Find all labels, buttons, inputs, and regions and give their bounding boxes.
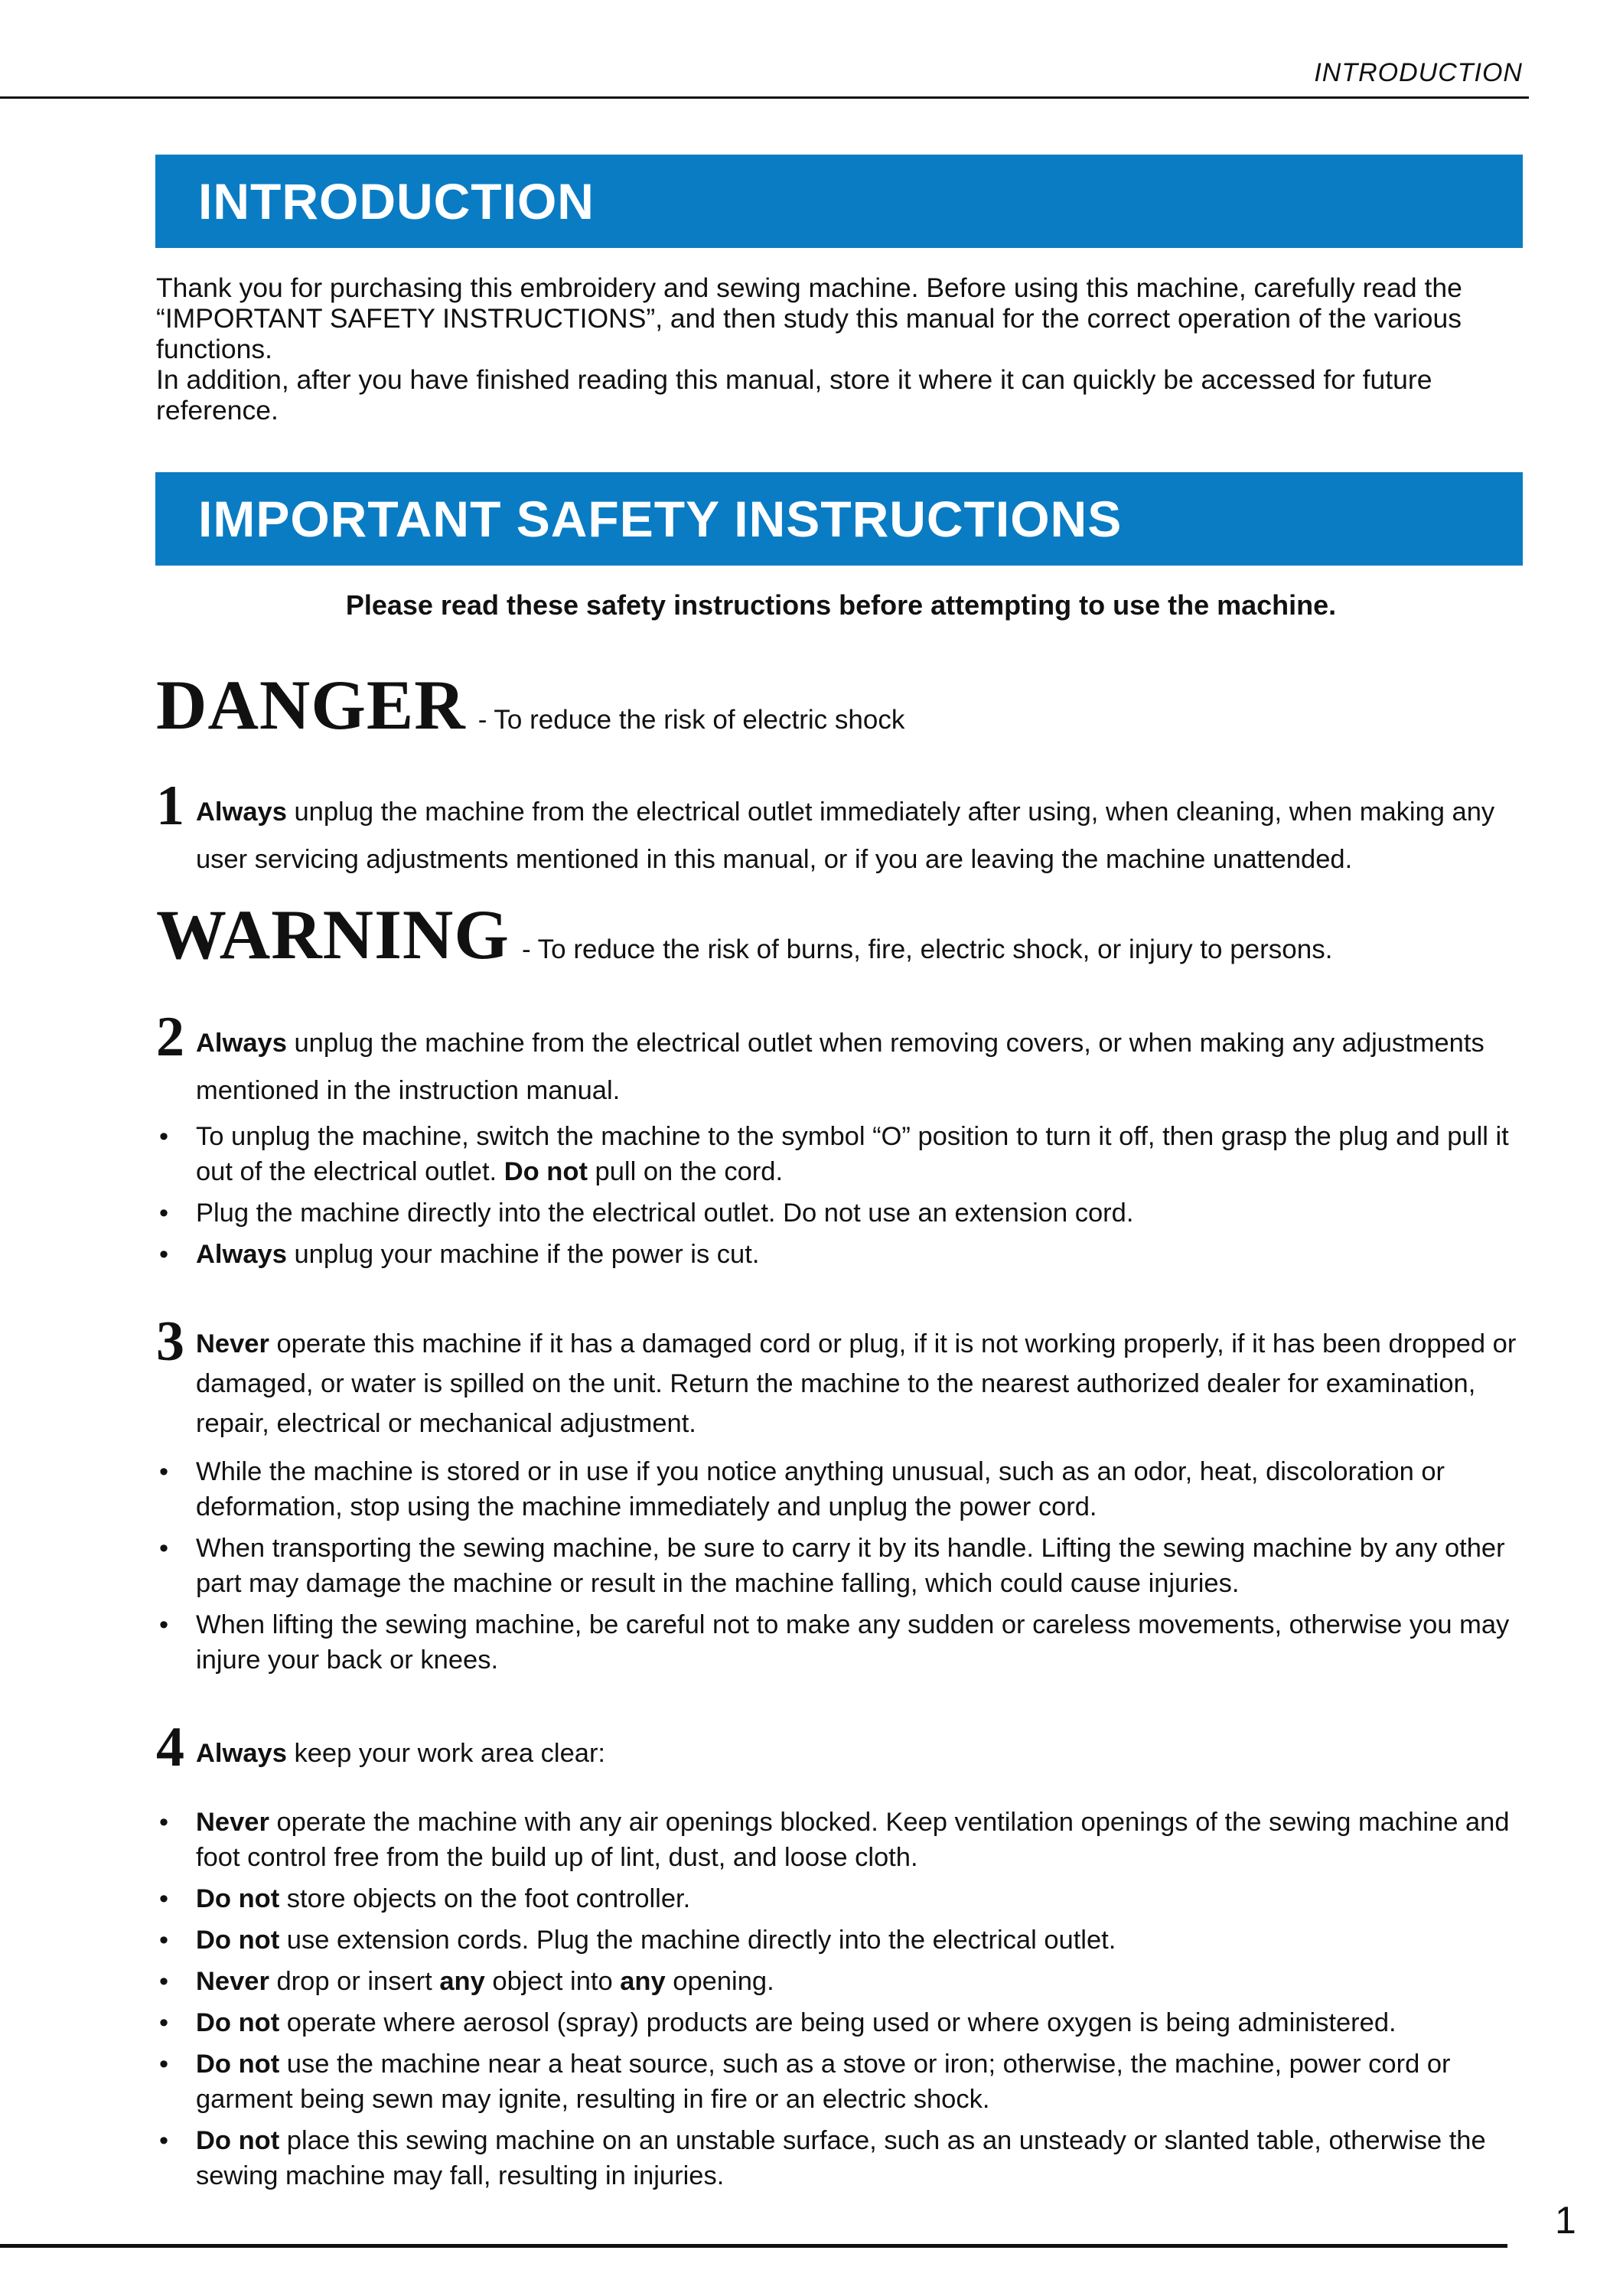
intro-paragraph-1: Thank you for purchasing this embroidery and sewing machine. Before using this machine, carefully read the “IMPORTANT SAFETY INSTRUCTIONS”, and then study this manual for the correct operation of the various functions. <box>156 272 1462 364</box>
safety-item-1 <box>156 775 1526 883</box>
safety-banner: IMPORTANT SAFETY INSTRUCTIONS <box>155 472 1523 566</box>
safety-prompt: Please read these safety instructions before attempting to use the machine. <box>345 589 1337 621</box>
list-item: • When transporting the sewing machine, be sure to carry it by its handle. Lifting the sewing machine by any other part may damage the machine or result in the machine falling, which could cause injuries. <box>156 1531 1526 1601</box>
list-item: • Plug the machine directly into the electrical outlet. Do not use an extension cord. <box>156 1195 1526 1231</box>
running-header: INTRODUCTION <box>1314 58 1523 87</box>
intro-paragraph-2: In addition, after you have finished reading this manual, store it where it can quickly be accessed for future reference. <box>156 364 1432 426</box>
list-item: • Do not use extension cords. Plug the machine directly into the electrical outlet. <box>156 1923 1526 1958</box>
introduction-text <box>156 272 1526 426</box>
item-number: 4 <box>156 1716 184 1779</box>
list-item: • While the machine is stored or in use if you notice anything unusual, such as an odor, heat, discoloration or deformation, stop using the machine immediately and unplug the power cord. <box>156 1454 1526 1525</box>
list-item: • When lifting the sewing machine, be careful not to make any sudden or careless movements, otherwise you may injure your back or knees. <box>156 1607 1526 1678</box>
danger-description: - To reduce the risk of electric shock <box>477 705 905 735</box>
item-number: 1 <box>156 775 184 837</box>
list-item: • To unplug the machine, switch the machine to the symbol “O” position to turn it off, then grasp the plug and pull it out of the electrical outlet. Do not pull on the cord. <box>156 1119 1526 1189</box>
item-number: 3 <box>156 1310 184 1373</box>
item-text: unplug the machine from the electrical outlet when removing covers, or when making any adjustments mentioned in the instruction manual. <box>196 1029 1484 1105</box>
item-text: keep your work area clear: <box>286 1739 606 1768</box>
list-item: • Never drop or insert any object into any opening. <box>156 1964 1526 1999</box>
warning-heading <box>156 894 1332 975</box>
item-4-bullets <box>156 1805 1526 2200</box>
list-item: • Do not use the machine near a heat source, such as a stove or iron; otherwise, the machine, power cord or garment being sewn may ignite, resulting in fire or an electric shock. <box>156 2047 1526 2117</box>
introduction-banner: INTRODUCTION <box>155 155 1523 248</box>
danger-word: DANGER <box>156 666 466 744</box>
safety-item-4 <box>156 1716 1526 1779</box>
footer-rule <box>0 2244 1507 2248</box>
item-lead: Always <box>196 797 287 827</box>
item-text: unplug the machine from the electrical outlet immediately after using, when cleaning, when making any user servicing adjustments mentioned in this manual, or if you are leaving the machine unattended. <box>196 797 1495 874</box>
safety-item-3 <box>156 1310 1526 1443</box>
header-rule <box>0 96 1529 99</box>
item-lead: Always <box>196 1029 287 1058</box>
list-item: • Do not store objects on the foot controller. <box>156 1881 1526 1916</box>
item-number: 2 <box>156 1006 184 1068</box>
danger-heading <box>156 664 904 745</box>
warning-description: - To reduce the risk of burns, fire, electric shock, or injury to persons. <box>521 934 1333 964</box>
item-3-bullets <box>156 1454 1526 1684</box>
item-lead: Never <box>196 1329 269 1358</box>
warning-word: WARNING <box>156 895 510 974</box>
safety-item-2 <box>156 1006 1526 1114</box>
list-item: • Do not place this sewing machine on an unstable surface, such as an unsteady or slanted table, otherwise the sewing machine may fall, resulting in injuries. <box>156 2123 1526 2193</box>
list-item: • Do not operate where aerosol (spray) products are being used or where oxygen is being administered. <box>156 2005 1526 2040</box>
list-item: • Never operate the machine with any air openings blocked. Keep ventilation openings of the sewing machine and foot control free from the build up of lint, dust, and loose cloth. <box>156 1805 1526 1875</box>
list-item: • Always unplug your machine if the power is cut. <box>156 1237 1526 1272</box>
item-2-bullets <box>156 1119 1526 1278</box>
item-lead: Always <box>196 1739 287 1768</box>
item-text: operate this machine if it has a damaged cord or plug, if it is not working properly, if it has been dropped or damaged, or water is spilled on the unit. Return the machine to the nearest authorized dealer for examination, repair, electrical or mechanical adjustment. <box>196 1329 1517 1438</box>
page-number: 1 <box>1555 2199 1576 2242</box>
